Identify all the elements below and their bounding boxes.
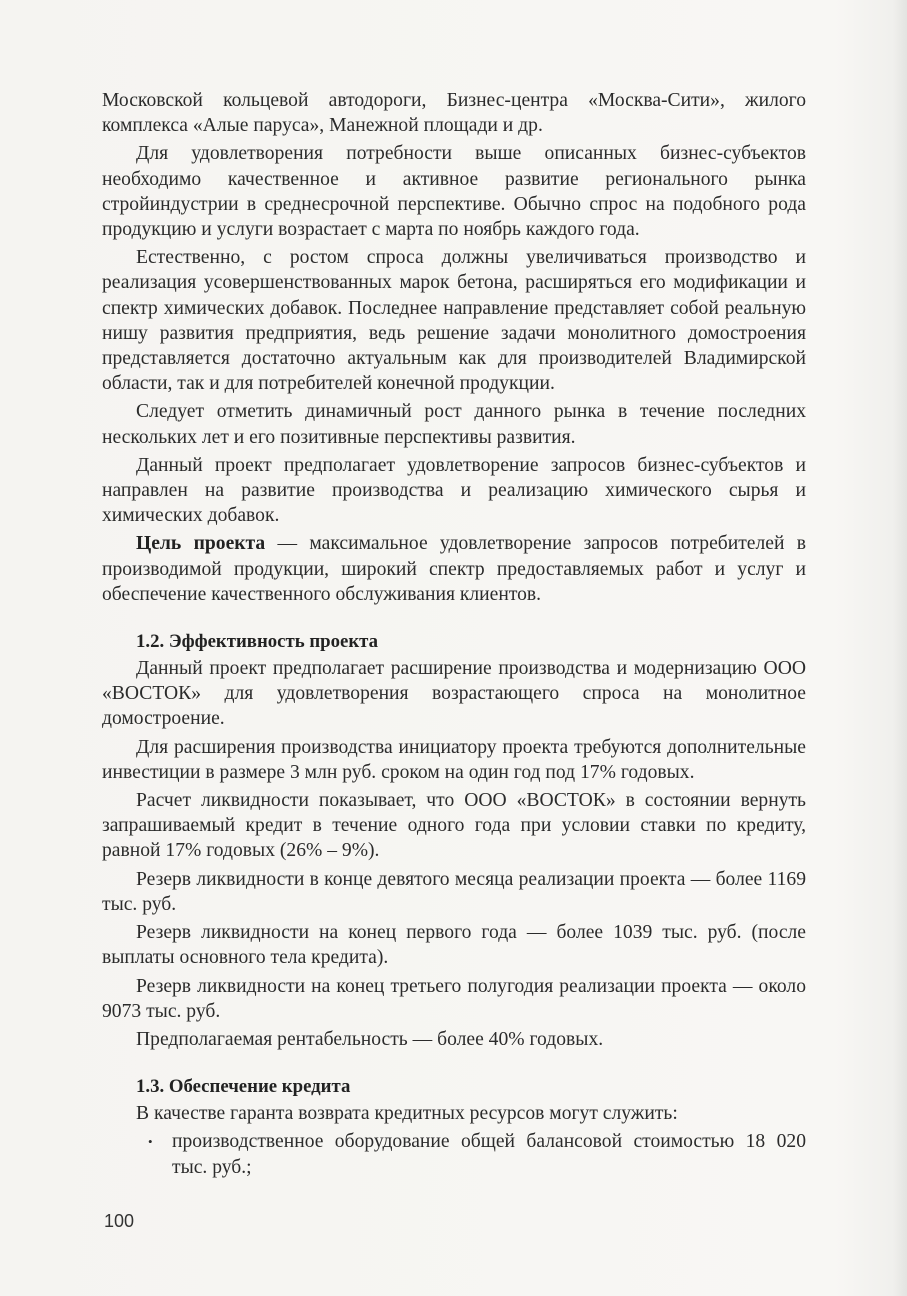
section-heading-credit-security: 1.3. Обеспечение кредита (136, 1076, 351, 1098)
goal-label: Цель проекта (136, 533, 266, 555)
paragraph: Московской кольцевой автодороги, Бизнес-центра «Москва-Сити», жилого комплекса «Алые паруса», Манежной площади и др. (102, 90, 806, 137)
list-item-text: производственное оборудование общей балансовой стоимостью 18 020 тыс. руб.; (172, 1131, 806, 1178)
list-item (102, 1129, 806, 1179)
goal-paragraph (102, 531, 806, 607)
page-number: 100 (104, 1211, 135, 1231)
paragraph: Данный проект предполагает удовлетворение запросов бизнес-субъектов и направлен на развитие производства и реализацию химического сырья и химических добавок. (102, 454, 806, 527)
section-heading-efficiency: 1.2. Эффективность проекта (136, 631, 379, 653)
paragraph: Предполагаемая рентабельность — более 40% годовых. (136, 1028, 604, 1050)
paragraph: Резерв ликвидности в конце девятого месяца реализации проекта — более 1169 тыс. руб. (102, 868, 806, 915)
paragraph: Следует отметить динамичный рост данного рынка в течение последних нескольких лет и его позитивные перспективы развития. (102, 401, 806, 448)
paragraph: Естественно, с ростом спроса должны увеличиваться производство и реализация усовершенствованных марок бетона, расширяться его модификации и спектр химических добавок. Последнее направление представляет собой реальную нишу развития предприятия, ведь решение задачи монолитного домостроения представляется достаточно актуальным как для производителей Владимирской области, так и для потребителей конечной продукции. (102, 247, 806, 395)
paragraph: Данный проект предполагает расширение производства и модернизацию ООО «ВОСТОК» для удовлетворения возрастающего спроса на монолитное домостроение. (102, 658, 806, 730)
bullet-icon: • (148, 1134, 153, 1150)
bullet-list (102, 1129, 806, 1179)
paragraph: Расчет ликвидности показывает, что ООО «ВОСТОК» в состоянии вернуть запрашиваемый кредит в течение одного года при условии ставки по кредиту, равной 17% годовых (26% – 9%). (102, 790, 806, 862)
paragraph: Резерв ликвидности на конец первого года — более 1039 тыс. руб. (после выплаты основного тела кредита). (102, 922, 806, 969)
paragraph: В качестве гаранта возврата кредитных ресурсов могут служить: (136, 1103, 678, 1125)
document-body (102, 88, 806, 1180)
goal-text: — максимальное удовлетворение запросов потребителей в производимой продукции, широкий спектр предоставляемых работ и услуг и обеспечение качественного обслуживания клиентов. (102, 533, 806, 605)
page-edge-shadow (893, 0, 907, 1296)
paragraph: Резерв ликвидности на конец третьего полугодия реализации проекта — около 9073 тыс. руб. (102, 975, 806, 1022)
paragraph: Для расширения производства инициатору проекта требуются дополнительные инвестиции в размере 3 млн руб. сроком на один год под 17% годовых. (102, 736, 806, 783)
paragraph: Для удовлетворения потребности выше описанных бизнес-субъектов необходимо качественное и активное развитие регионального рынка стройиндустрии в среднесрочной перспективе. Обычно спрос на подобного рода продукцию и услуги возрастает с марта по ноябрь каждого года. (102, 143, 806, 241)
